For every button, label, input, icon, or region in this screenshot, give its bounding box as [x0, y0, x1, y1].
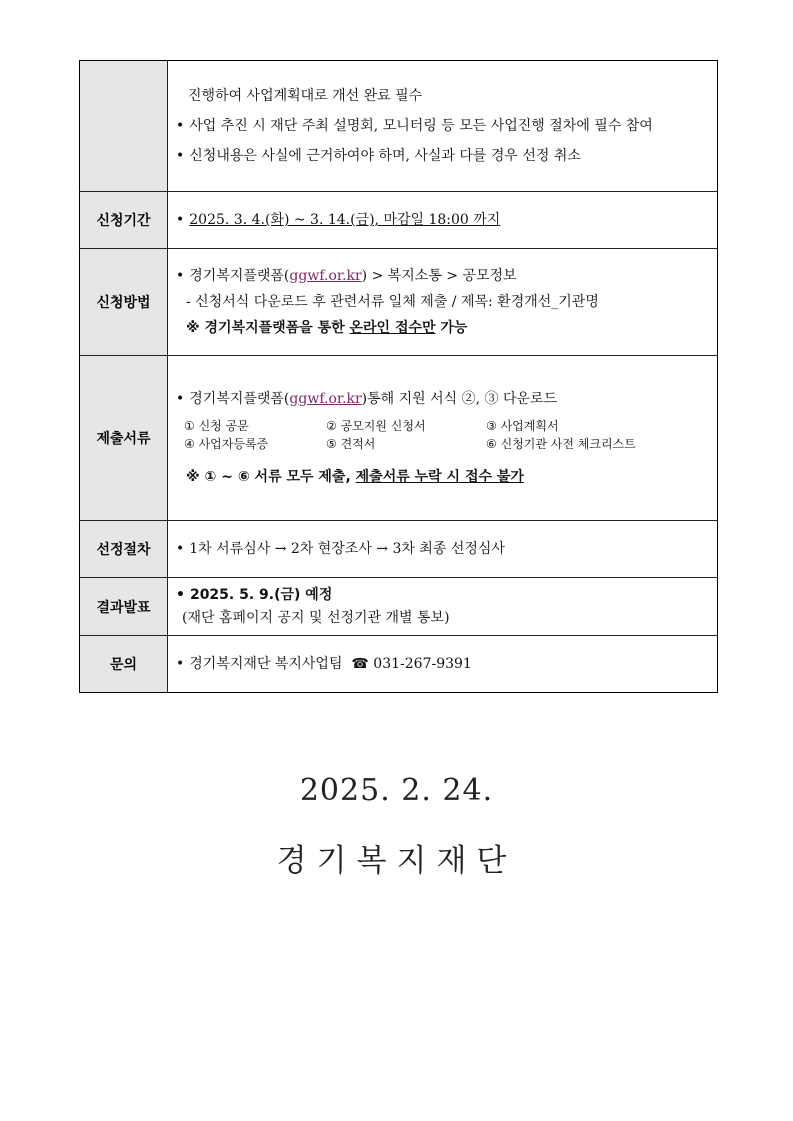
table-row-docs	[80, 356, 718, 521]
result-content	[168, 578, 718, 636]
doc-item: ③ 사업계획서	[486, 419, 559, 433]
platform-link[interactable]: ggwf.or.kr	[289, 391, 362, 407]
document-date: 2025. 2. 24.	[299, 773, 494, 808]
result-label: 결과발표	[80, 578, 168, 636]
bullet-icon: •	[176, 148, 185, 164]
inquiry-phone: 031-267-9391	[373, 656, 472, 672]
docs-content: • 경기복지플랫폼(ggwf.or.kr)통해 지원 서식 ②, ③ 다운로드 ① 신청 공문 ② 공모지원 신청서 ③ 사업계획서 ④ 사업자등록증 ⑤ 견적서 ⑥ 신청기관 사전 체크리스트 ※ ① ~ ⑥ 서류 모두 제출, 제출서류 누락 시 접수 불가	[168, 356, 718, 521]
bullet-icon: •	[176, 656, 185, 672]
selection-label: 선정절차	[80, 521, 168, 578]
selection-content	[168, 521, 718, 578]
required-docs-list	[184, 417, 709, 453]
bullet-icon: •	[176, 541, 185, 557]
docs-note: ※ ① ~ ⑥ 서류 모두 제출, 제출서류 누락 시 접수 불가	[186, 469, 524, 485]
period-label: 신청기간	[80, 192, 168, 249]
inquiry-team: 경기복지재단 복지사업팀	[189, 656, 343, 672]
doc-item: ④ 사업자등록증	[184, 437, 269, 451]
doc-item: ⑤ 견적서	[326, 437, 376, 451]
bullet-icon: •	[176, 212, 185, 228]
method-content: • 경기복지플랫폼(ggwf.or.kr) > 복지소통 > 공모정보 - 신청서식 다운로드 후 관련서류 일체 제출 / 제목: 환경개선_기관명 ※ 경기복지플랫폼을 통한 온라인 접수만 가능	[168, 249, 718, 356]
note-mark-icon: ※	[186, 469, 200, 485]
bullet-text: 신청내용은 사실에 근거하여야 하며, 사실과 다를 경우 선정 취소	[189, 148, 581, 164]
bullet-icon: •	[176, 268, 185, 284]
row-content-continued	[168, 61, 718, 192]
application-info-table	[79, 60, 718, 693]
bullet-icon: •	[176, 118, 185, 134]
docs-label: 제출서류	[80, 356, 168, 521]
bullet-line	[176, 146, 709, 166]
table-row-result	[80, 578, 718, 636]
table-row-continued	[80, 61, 718, 192]
inquiry-content	[168, 636, 718, 693]
method-label: 신청방법	[80, 249, 168, 356]
doc-item: ⑥ 신청기관 사전 체크리스트	[486, 437, 636, 451]
period-content	[168, 192, 718, 249]
continued-line: 진행하여 사업계획대로 개선 완료 필수	[188, 88, 423, 104]
result-note: (재단 홈페이지 공지 및 선정기관 개별 통보)	[182, 610, 450, 626]
note-mark-icon: ※	[186, 320, 200, 336]
bullet-icon: •	[176, 391, 185, 407]
method-note: ※ 경기복지플랫폼을 통한 온라인 접수만 가능	[186, 320, 468, 336]
doc-item: ② 공모지원 신청서	[326, 419, 426, 433]
bullet-icon: •	[176, 587, 185, 603]
telephone-icon: ☎	[351, 656, 369, 672]
bullet-text: 사업 추진 시 재단 주최 설명회, 모니터링 등 모든 사업진행 절차에 필수 참여	[189, 118, 653, 134]
table-row-selection	[80, 521, 718, 578]
period-text: 2025. 3. 4.(화) ~ 3. 14.(금), 마감일 18:00 까지	[189, 212, 501, 228]
selection-text: 1차 서류심사 → 2차 현장조사 → 3차 최종 선정심사	[189, 541, 505, 557]
platform-link[interactable]: ggwf.or.kr	[289, 268, 362, 284]
method-detail: - 신청서식 다운로드 후 관련서류 일체 제출 / 제목: 환경개선_기관명	[186, 294, 599, 310]
table-row-inquiry	[80, 636, 718, 693]
table-row-method	[80, 249, 718, 356]
row-label-empty	[80, 61, 168, 192]
result-date: 2025. 5. 9.(금) 예정	[189, 587, 333, 603]
doc-item: ① 신청 공문	[184, 419, 249, 433]
bullet-line	[176, 116, 709, 136]
inquiry-label: 문의	[80, 636, 168, 693]
organization-name: 경기복지재단	[276, 843, 517, 879]
table-row-period	[80, 192, 718, 249]
